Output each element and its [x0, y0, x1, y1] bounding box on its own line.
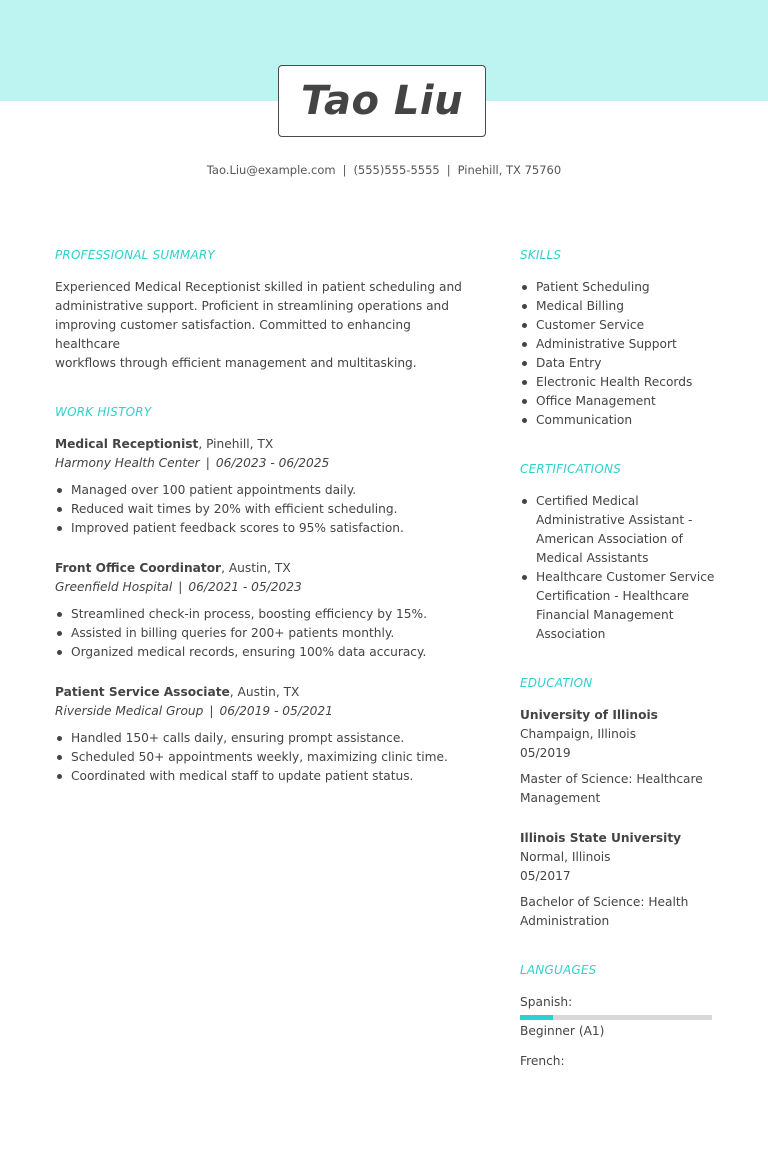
- job-role: Patient Service Associate: [55, 685, 230, 699]
- education-date: 05/2017: [520, 869, 571, 883]
- summary-heading: PROFESSIONAL SUMMARY: [55, 248, 215, 262]
- certification-line: Financial Management: [536, 608, 674, 622]
- certifications-heading: CERTIFICATIONS: [520, 462, 622, 476]
- list-item: Improved patient feedback scores to 95% satisfaction.: [55, 519, 465, 538]
- education-degree: [520, 893, 720, 931]
- skills-list: [520, 278, 720, 430]
- skill-item: Customer Service: [520, 316, 720, 335]
- job-entry: [55, 683, 465, 786]
- list-item: Organized medical records, ensuring 100% data accuracy.: [55, 643, 465, 662]
- job-location: , Pinehill, TX: [198, 437, 274, 451]
- education-city: Normal, Illinois: [520, 850, 611, 864]
- job-role: Front Office Coordinator: [55, 561, 222, 575]
- education-entry: [520, 829, 720, 931]
- job-title: [55, 559, 465, 578]
- skill-item: Patient Scheduling: [520, 278, 720, 297]
- certification-line: Association: [536, 627, 606, 641]
- job-dates: 06/2019 - 05/2021: [219, 704, 333, 718]
- name-box: [278, 65, 486, 137]
- skill-item: Medical Billing: [520, 297, 720, 316]
- certification-line: Medical Assistants: [536, 551, 649, 565]
- certification-item: [520, 492, 720, 568]
- job-location: , Austin, TX: [221, 561, 291, 575]
- right-column: [520, 248, 720, 1071]
- job-dates: 06/2023 - 06/2025: [215, 456, 330, 470]
- contact-email: Tao.Liu@example.com: [206, 163, 336, 177]
- summary-line: improving customer satisfaction. Committed to enhancing healthcare: [55, 318, 411, 351]
- contact-separator: |: [342, 163, 347, 177]
- education-entry: [520, 706, 720, 808]
- summary-text: [55, 278, 465, 373]
- list-item: Handled 150+ calls daily, ensuring prompt assistance.: [55, 729, 465, 748]
- language-proficiency-bar: [520, 1015, 712, 1020]
- job-separator: |: [178, 580, 183, 594]
- languages-heading: LANGUAGES: [520, 963, 597, 977]
- list-item: Reduced wait times by 20% with efficient scheduling.: [55, 500, 465, 519]
- job-dates: 06/2021 - 05/2023: [188, 580, 302, 594]
- job-separator: |: [205, 456, 210, 470]
- job-bullets: [55, 481, 465, 538]
- skill-item: Communication: [520, 411, 720, 430]
- job-bullets: [55, 605, 465, 662]
- education-school: Illinois State University: [520, 831, 682, 845]
- job-entry: [55, 559, 465, 662]
- left-column: [55, 248, 465, 786]
- summary-line: Experienced Medical Receptionist skilled in patient scheduling and: [55, 280, 462, 294]
- contact-location: Pinehill, TX 75760: [457, 163, 562, 177]
- language-name: French:: [520, 1054, 565, 1068]
- summary-line: administrative support. Proficient in streamlining operations and: [55, 299, 450, 313]
- job-company-line: [55, 702, 465, 721]
- skill-item: Data Entry: [520, 354, 720, 373]
- skill-item: Office Management: [520, 392, 720, 411]
- job-separator: |: [209, 704, 214, 718]
- job-entry: [55, 435, 465, 538]
- language-proficiency-fill: [520, 1015, 553, 1020]
- certification-line: Certification - Healthcare: [536, 589, 689, 603]
- list-item: Coordinated with medical staff to update patient status.: [55, 767, 465, 786]
- list-item: Streamlined check-in process, boosting efficiency by 15%.: [55, 605, 465, 624]
- certification-item: [520, 568, 720, 644]
- certification-line: American Association of: [536, 532, 683, 546]
- certifications-list: [520, 492, 720, 644]
- language-entry: [520, 1052, 720, 1071]
- skills-heading: SKILLS: [520, 248, 562, 262]
- certification-line: Administrative Assistant -: [536, 513, 693, 527]
- job-location: , Austin, TX: [229, 685, 300, 699]
- job-company: Riverside Medical Group: [55, 704, 204, 718]
- job-bullets: [55, 729, 465, 786]
- job-title: [55, 683, 465, 702]
- language-entry: [520, 993, 720, 1041]
- job-company-line: [55, 578, 465, 597]
- job-title: [55, 435, 465, 454]
- degree-line: Management: [520, 791, 601, 805]
- work-heading: WORK HISTORY: [55, 405, 152, 419]
- language-name: Spanish:: [520, 995, 573, 1009]
- education-degree: [520, 770, 720, 808]
- contact-separator: |: [446, 163, 451, 177]
- job-company: Harmony Health Center: [55, 456, 200, 470]
- list-item: Managed over 100 patient appointments daily.: [55, 481, 465, 500]
- education-heading: EDUCATION: [520, 676, 593, 690]
- list-item: Scheduled 50+ appointments weekly, maximizing clinic time.: [55, 748, 465, 767]
- candidate-name: Tao Liu: [300, 78, 464, 124]
- certification-line: Certified Medical: [536, 494, 639, 508]
- skill-item: Electronic Health Records: [520, 373, 720, 392]
- summary-line: workflows through efficient management and multitasking.: [55, 356, 417, 370]
- certification-line: Healthcare Customer Service: [536, 570, 715, 584]
- list-item: Assisted in billing queries for 200+ patients monthly.: [55, 624, 465, 643]
- education-school: University of Illinois: [520, 708, 658, 722]
- skill-item: Administrative Support: [520, 335, 720, 354]
- contact-line: [0, 163, 768, 177]
- education-city: Champaign, Illinois: [520, 727, 637, 741]
- job-role: Medical Receptionist: [55, 437, 199, 451]
- language-level: Beginner (A1): [520, 1024, 605, 1038]
- degree-line: Bachelor of Science: Health: [520, 895, 689, 909]
- education-date: 05/2019: [520, 746, 571, 760]
- degree-line: Administration: [520, 914, 610, 928]
- job-company: Greenfield Hospital: [55, 580, 173, 594]
- contact-phone: (555)555-5555: [353, 163, 440, 177]
- degree-line: Master of Science: Healthcare: [520, 772, 703, 786]
- job-company-line: [55, 454, 465, 473]
